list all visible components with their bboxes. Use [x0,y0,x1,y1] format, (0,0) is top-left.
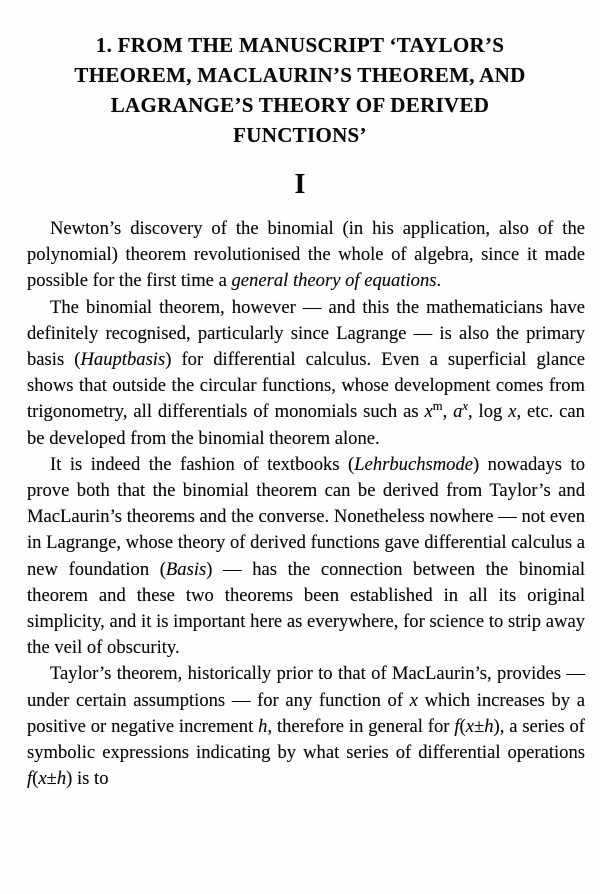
text-segment: . [436,270,442,292]
text-segment: ) — has the connection between the binomial theorem and these two theorems been established in all its original simplicity, and it is important here as everywhere, for science to strip away the veil of obscurity. [27,558,585,659]
section-heading: I [294,169,306,200]
text-segment: The binomial theorem, however — and this the mathematicians have definitely recognised, particularly since Lagrange — is also the primary basis ( [27,296,585,371]
paragraph [27,216,585,295]
text-segment: ± [473,715,485,737]
title-line: LAGRANGE’S THEORY OF DERIVED [110,93,490,117]
text-segment: , log [468,401,509,423]
text-segment: x [424,401,433,423]
text-segment: Hauptbasis [80,349,166,371]
text-segment: x [38,768,47,790]
title-line: THEOREM, MACLAURIN’S THEOREM, AND [74,63,526,87]
text-segment: Lehrbuchsmode [354,453,473,475]
text-segment: It is indeed the fashion of textbooks ( [50,453,355,475]
text-segment: Newton’s discovery of the binomial (in his application, also of the polynomial) theorem revolutionised the whole of algebra, since it made possible for the first time a [27,218,585,292]
text-segment: f [454,715,460,737]
text-segment: x [465,715,474,737]
text-segment: f [27,768,33,790]
text-segment: x [462,399,468,414]
text-segment: ) nowadays to prove both that the binomial theorem can be derived from Taylor’s and MacLaurin’s theorems and the converse. Nonetheless nowhere — not even in Lagrange, whose theory of derived functions gave differential calculus a new foundation ( [27,453,585,580]
text-segment: ) is to [66,768,109,790]
text-segment: general theory of equations [231,270,437,292]
text-segment: m [432,399,443,414]
paragraph [27,452,585,662]
text-segment: ( [32,768,39,790]
text-segment: , therefore in general for [267,715,455,737]
title-line: FUNCTIONS’ [233,123,367,147]
text-segment: x [508,401,517,423]
text-segment: h [258,715,268,737]
text-segment: ) for differential calculus. Even a superficial glance shows that outside the circular functions, whose development comes from trigonometry, all differentials of monomials such as [27,349,586,423]
page-title [0,0,600,150]
title-line: 1. FROM THE MANUSCRIPT ‘TAYLOR’S [95,33,505,57]
text-segment: h [484,715,494,737]
text-segment: Taylor’s theorem, historically prior to that of MacLaurin’s, provides — under certain assumptions — for any function of [27,663,585,711]
paragraph [27,661,585,792]
text-segment: ), a series of symbolic expressions indicating by what series of differential operations [27,715,585,764]
text-segment: Basis [165,558,207,580]
text-segment: ( [459,715,466,737]
text-segment: ± [46,768,57,790]
text-segment: , etc. can be developed from the binomial theorem alone. [27,401,585,449]
text-segment: h [56,768,67,790]
text-segment: a [453,401,463,423]
paragraph [27,295,585,452]
text-segment: , [442,401,454,423]
text-segment: x [409,689,418,711]
text-segment: which increases by a positive or negative increment [27,689,585,737]
body-text [27,216,585,792]
